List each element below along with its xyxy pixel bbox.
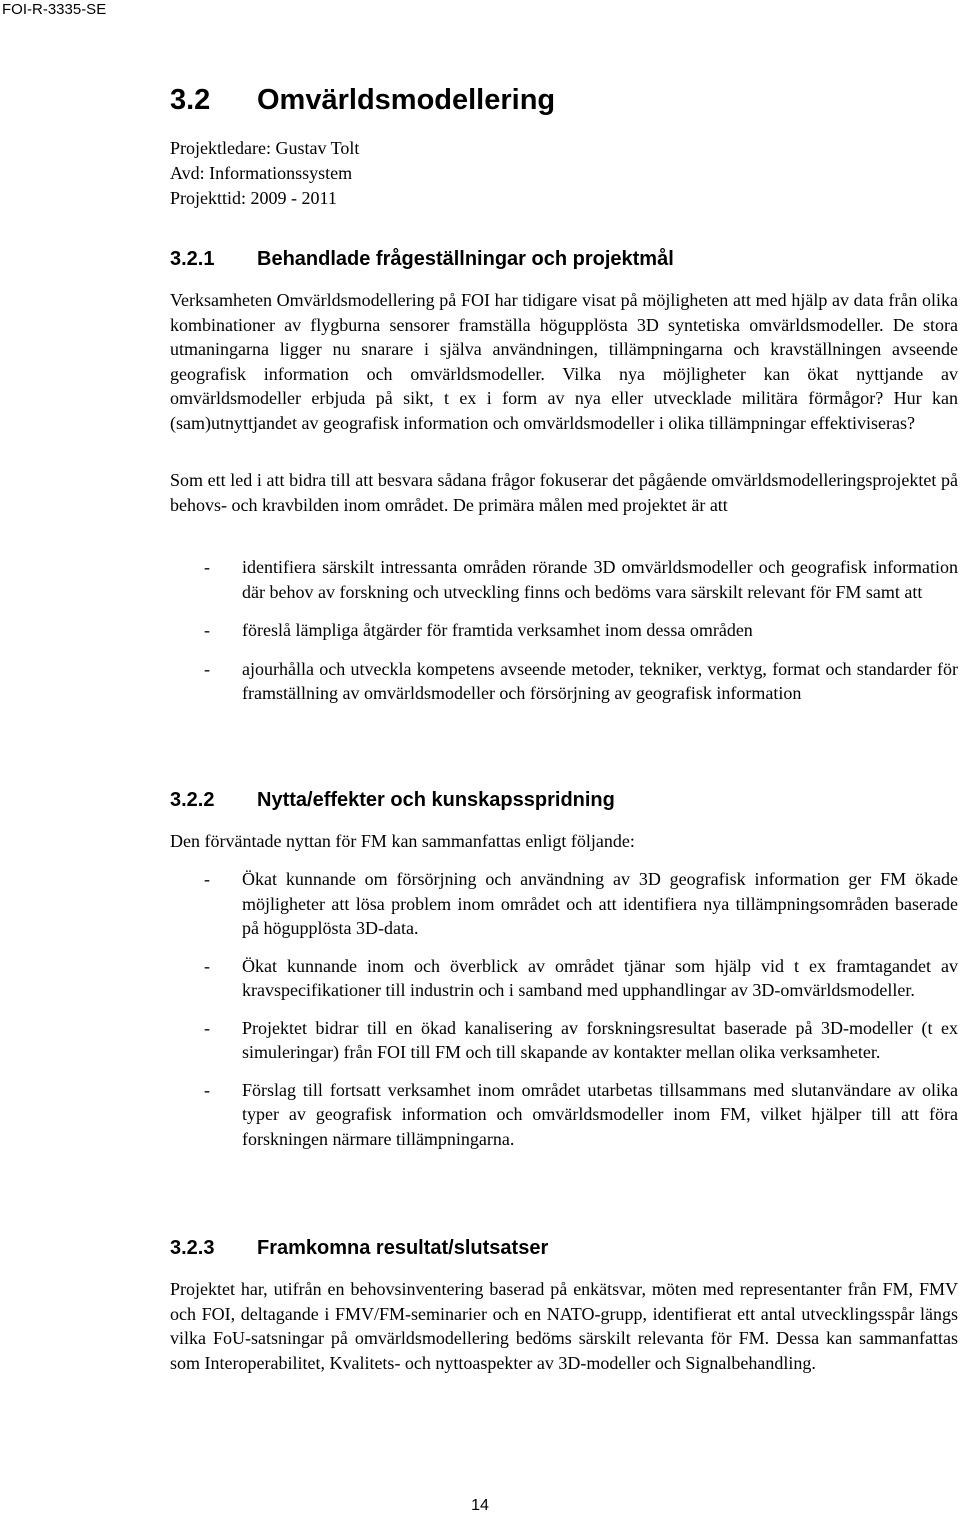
subsection-title: Framkomna resultat/slutsatser xyxy=(257,1237,549,1259)
subsection-title: Behandlade frågeställningar och projektmål xyxy=(257,248,674,270)
dash-marker: - xyxy=(204,869,210,889)
dash-marker: - xyxy=(204,557,210,577)
project-department: Avd: Informationssystem xyxy=(170,163,353,183)
bullet-list xyxy=(170,555,958,706)
subsection-heading-323 xyxy=(170,1237,548,1260)
paragraph: Den förväntade nyttan för FM kan sammanfattas enligt följande: xyxy=(170,831,635,851)
dash-marker: - xyxy=(204,955,210,976)
subsection-number: 3.2.2 xyxy=(170,789,215,811)
subsection-number: 3.2.3 xyxy=(170,1237,215,1259)
project-meta xyxy=(170,136,359,211)
list-item: - Ökat kunnande om försörjning och användning av 3D geografisk information ger FM ökade möjligheter att lösa problem inom området och att identifiera nya tillämpningsområden baserade på högupplösta 3D-data. xyxy=(204,869,958,938)
paragraph: Som ett led i att bidra till att besvara sådana frågor fokuserar det pågående omvärldsmodelleringsprojektet på behovs- och kravbilden inom området. De primära målen med projektet är att xyxy=(170,470,958,515)
page-number: 14 xyxy=(471,1497,489,1514)
dash-marker: - xyxy=(204,1079,210,1100)
list-item: - Ökat kunnande inom och överblick av området tjänar som hjälp vid t ex framtagandet av kravspecifikationer till industrin och i samband med upphandlingar av 3D-omvärldsmodeller. xyxy=(204,955,958,1000)
subsection-title: Nytta/effekter och kunskapsspridning xyxy=(257,789,615,811)
section-title: Omvärldsmodellering xyxy=(257,84,556,116)
paragraph: Verksamheten Omvärldsmodellering på FOI har tidigare visat på möjligheten att med hjälp av data från olika kombinationer av flygburna sensorer framställa högupplösta 3D syntetiska omvärldsmodeller. De stora utmaningarna ligger nu snarare i själva användningen, tillämpningarna och kravställningen avseende geografisk information och omvärldsmodeller. Vilka nya möjligheter kan ökat nyttjande av omvärldsmodeller erbjuda på sikt, t ex i form av nya eller utvecklade militära förmågor? Hur kan (sam)utnyttjandet av geografisk information och omvärldsmodeller i olika tillämpningar effektiviseras? xyxy=(170,290,958,433)
subsection-heading-321 xyxy=(170,248,674,271)
subsection-heading-322 xyxy=(170,789,615,812)
project-period: Projekttid: 2009 - 2011 xyxy=(170,188,337,208)
project-leader: Projektledare: Gustav Tolt xyxy=(170,138,360,158)
paragraph: Projektet har, utifrån en behovsinventering baserad på enkätsvar, möten med representanter från FM, FMV och FOI, deltagande i FMV/FM-seminarier och en NATO-grupp, identifierat ett antal utvecklingsspår längs vilka FoU-satsningar på omvärldsmodellering bedöms särskilt relevanta för FM. Dessa kan sammanfattas som Interoperabilitet, Kvalitets- och nyttoaspekter av 3D-modeller och Signalbehandling. xyxy=(170,1279,958,1373)
subsection-number: 3.2.1 xyxy=(170,248,215,270)
list-item: - identifiera särskilt intressanta områden rörande 3D omvärldsmodeller och geografisk information där behov av forskning och utveckling finns och bedöms vara särskilt relevant för FM samt att xyxy=(204,557,958,602)
section-number: 3.2 xyxy=(170,84,211,116)
document-id: FOI-R-3335-SE xyxy=(2,1,107,18)
list-item: - Projektet bidrar till en ökad kanalisering av forskningsresultat baserade på 3D-modeller (t ex simuleringar) från FOI till FM och till skapande av kontakter mellan olika verksamheter. xyxy=(204,1017,958,1062)
dash-marker: - xyxy=(204,658,210,679)
bullet-list xyxy=(170,867,958,1151)
dash-marker: - xyxy=(204,1017,210,1038)
list-item: - föreslå lämpliga åtgärder för framtida verksamhet inom dessa områden xyxy=(170,618,958,643)
section-heading xyxy=(170,84,555,117)
dash-marker: - xyxy=(204,620,210,640)
list-item: - Förslag till fortsatt verksamhet inom området utarbetas tillsammans med slutanvändare av olika typer av geografisk information och omvärldsmodeller inom FM, vilket hjälper till att föra forskningen närmare tillämpningarna. xyxy=(204,1079,958,1149)
list-item: - ajourhålla och utveckla kompetens avseende metoder, tekniker, verktyg, format och standarder för framställning av omvärldsmodeller och försörjning av geografisk information xyxy=(204,658,958,703)
